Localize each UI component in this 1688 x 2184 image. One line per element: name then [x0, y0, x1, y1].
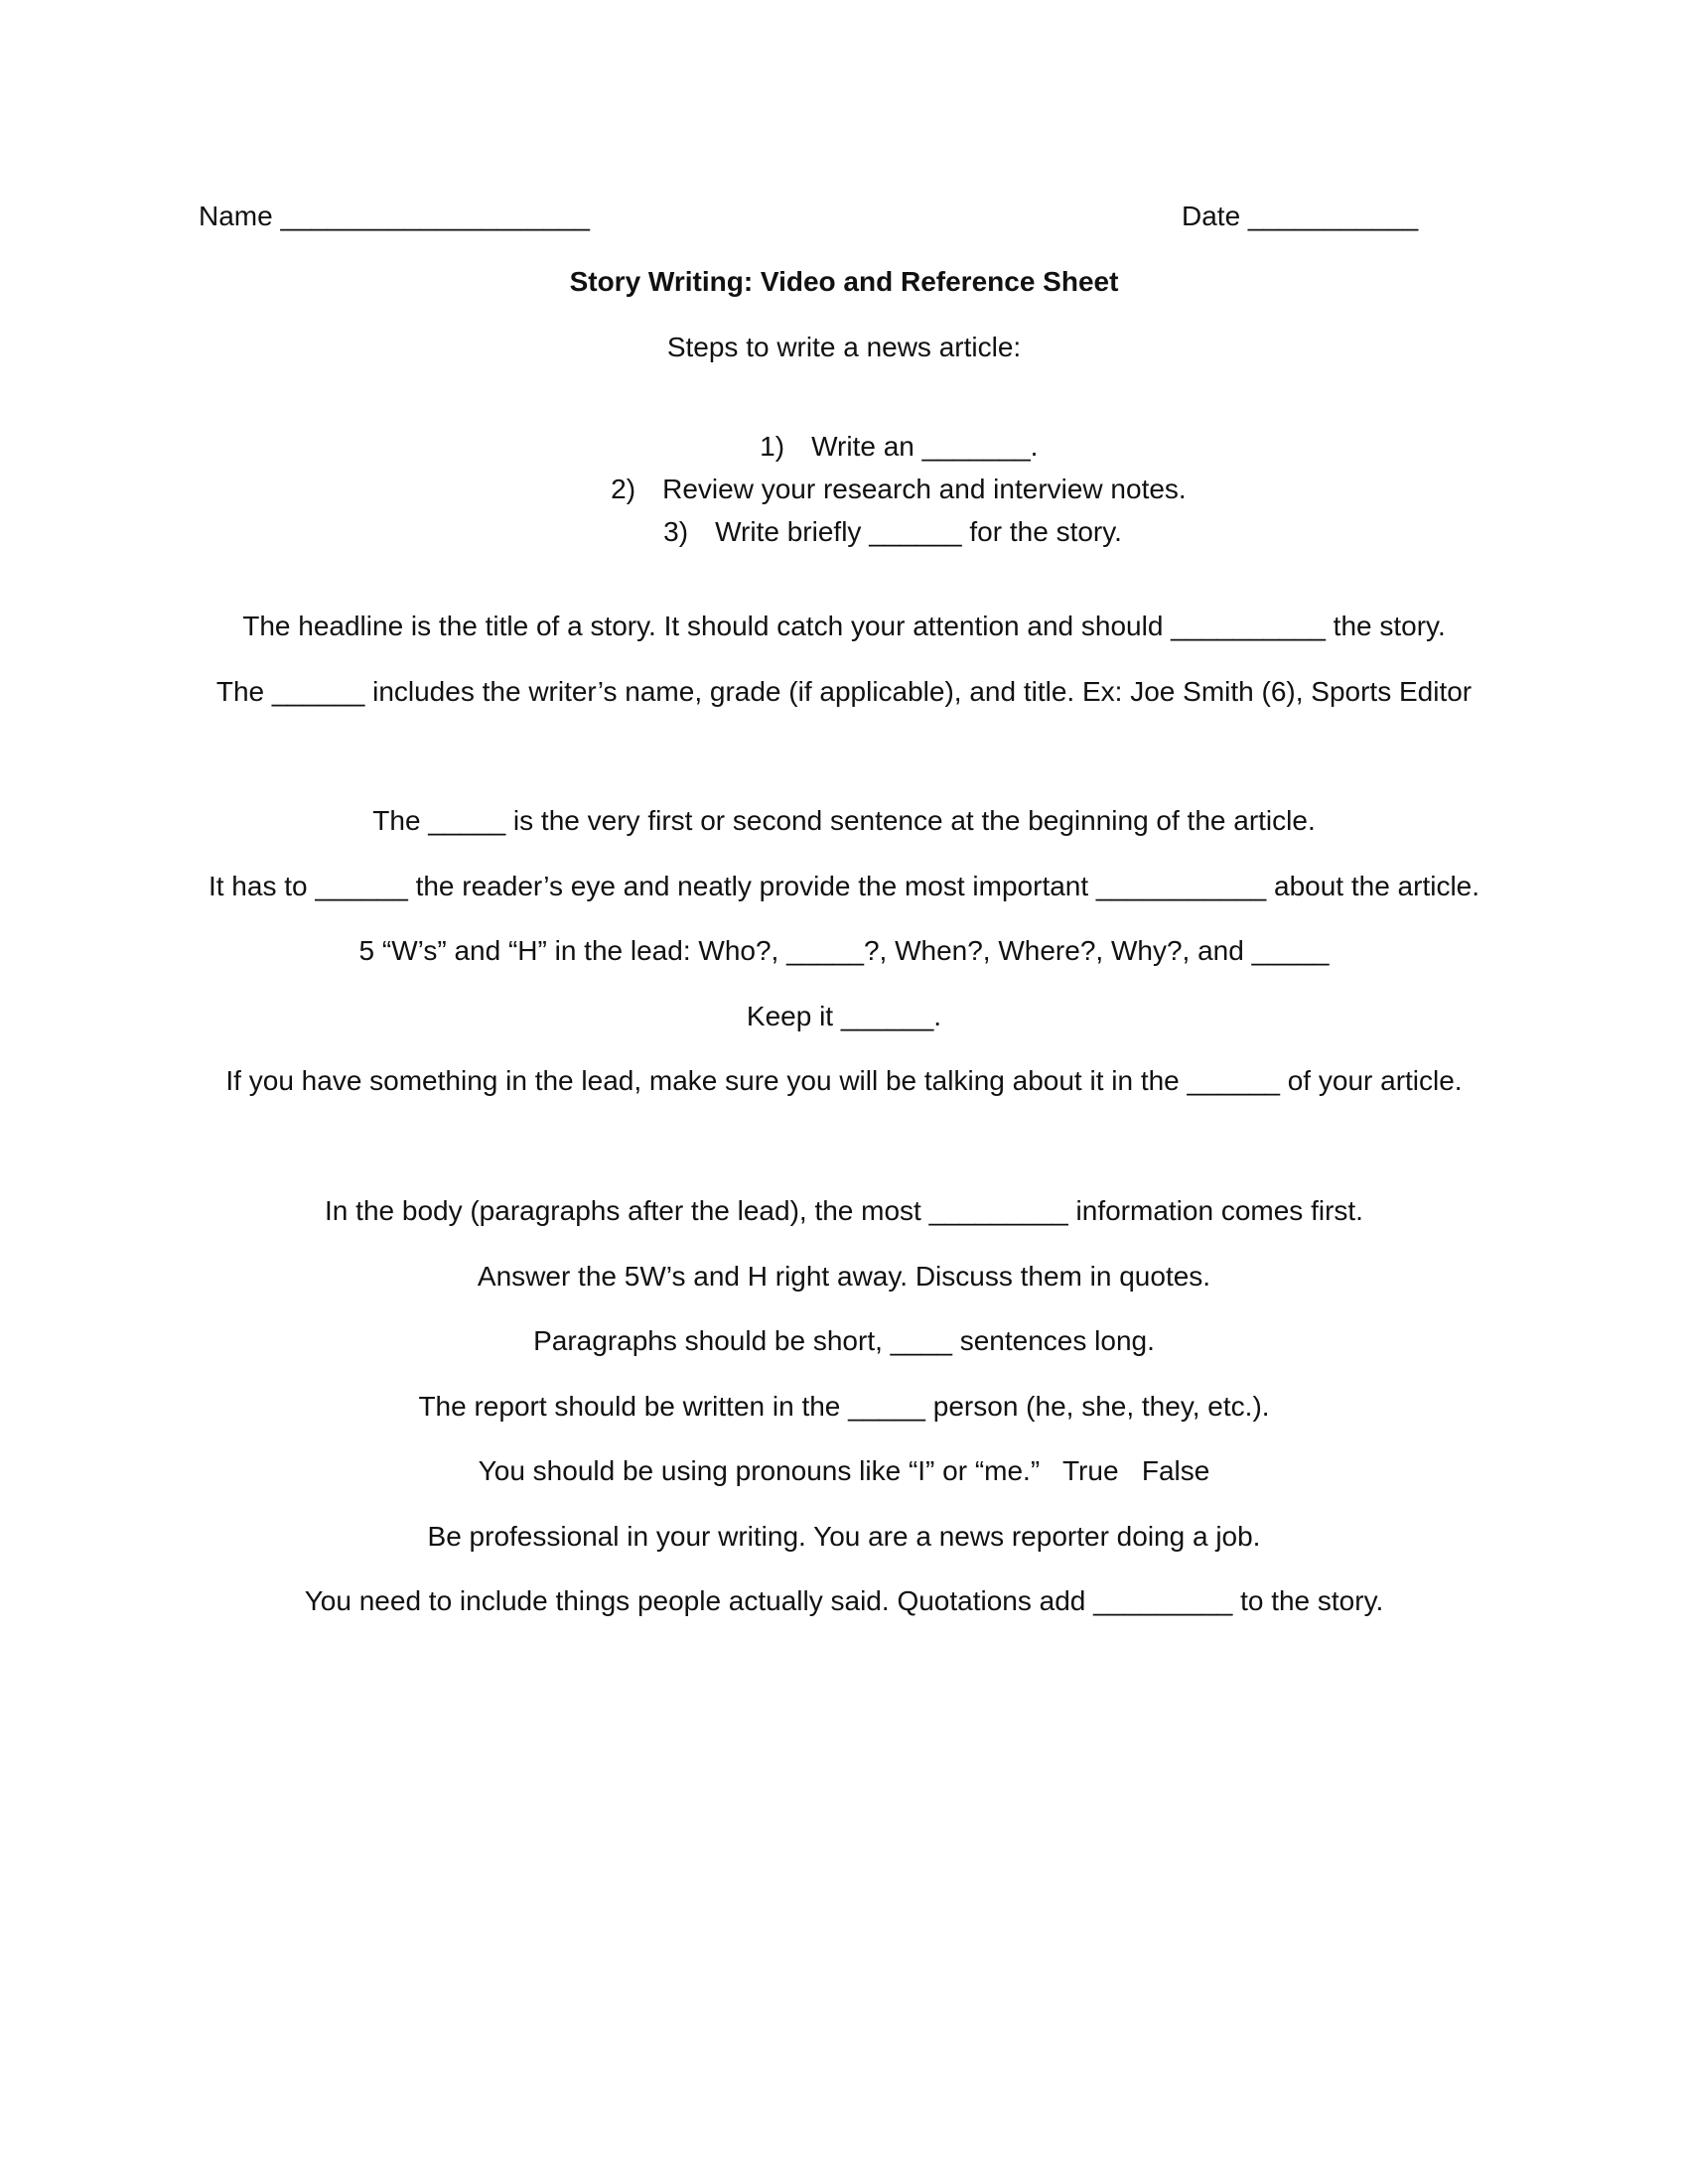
step-number: 2)	[611, 474, 636, 504]
step-number: 1)	[760, 431, 785, 462]
step-text: Write briefly ______ for the story.	[715, 516, 1122, 547]
step-number: 3)	[663, 516, 689, 547]
body-pronouns-true-false: You should be using pronouns like “I” or “me.” True False	[478, 1455, 1210, 1486]
date-field: Date ___________	[1182, 201, 1419, 231]
lead-purpose: It has to ______ the reader’s eye and neatly provide the most important ___________ about the article.	[208, 871, 1480, 901]
body-quotations: You need to include things people actually said. Quotations add _________ to the story.	[304, 1585, 1384, 1616]
body-paragraph-length: Paragraphs should be short, ____ sentences long.	[533, 1325, 1155, 1356]
body-professional: Be professional in your writing. You are a news reporter doing a job.	[427, 1521, 1261, 1552]
lead-definition: The _____ is the very first or second sentence at the beginning of the article.	[372, 805, 1316, 836]
lead-keep-it: Keep it ______.	[746, 1001, 942, 1031]
body-person: The report should be written in the _____ person (he, she, they, etc.).	[418, 1391, 1270, 1422]
body-order: In the body (paragraphs after the lead), the most _________ information comes first.	[325, 1195, 1363, 1226]
byline-definition: The ______ includes the writer’s name, grade (if applicable), and title. Ex: Joe Smith (6), Sports Editor	[215, 676, 1473, 707]
lead-follow-through: If you have something in the lead, make sure you will be talking about it in the ______ of your article.	[225, 1065, 1463, 1096]
lead-five-ws: 5 “W’s” and “H” in the lead: Who?, _____?, When?, Where?, Why?, and _____	[358, 935, 1330, 966]
steps-intro: Steps to write a news article:	[666, 332, 1022, 362]
worksheet-title: Story Writing: Video and Reference Sheet	[569, 266, 1119, 297]
step-text: Write an _______.	[811, 431, 1039, 462]
step-text: Review your research and interview notes.	[662, 474, 1187, 504]
step-item-3	[633, 478, 1122, 586]
body-answer: Answer the 5W’s and H right away. Discuss them in quotes.	[477, 1261, 1211, 1292]
headline-definition: The headline is the title of a story. It should catch your attention and should __________ the story.	[242, 611, 1446, 641]
name-field: Name ____________________	[199, 201, 590, 231]
